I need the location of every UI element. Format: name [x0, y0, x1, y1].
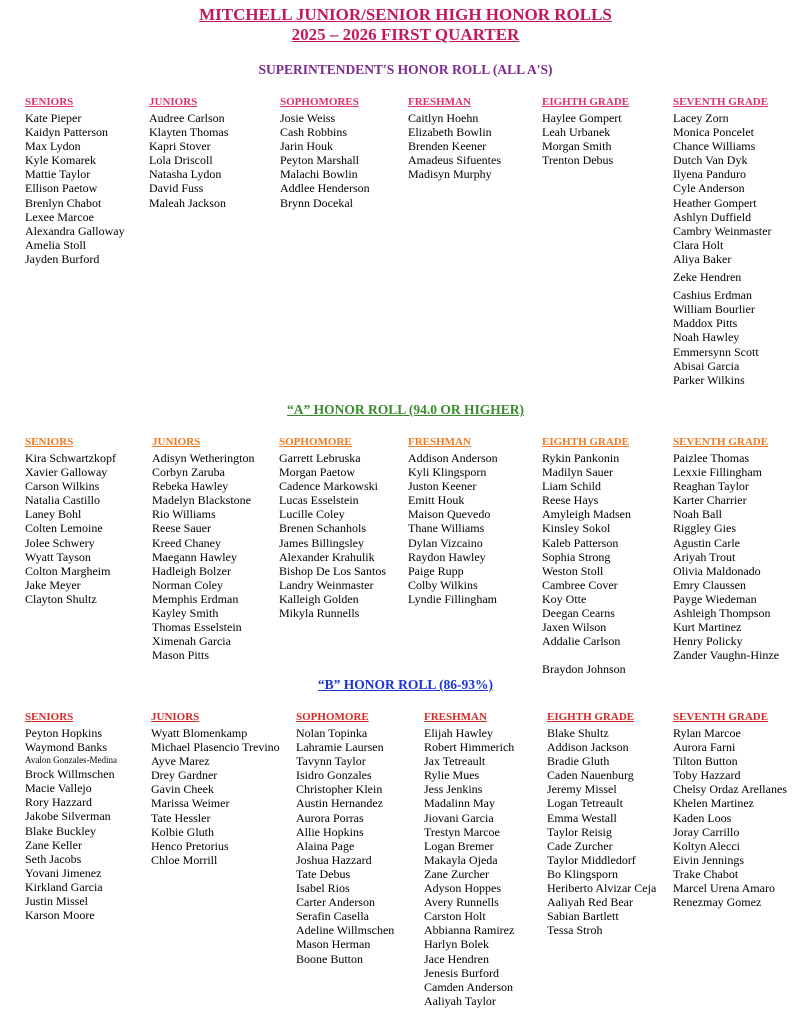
student-name: Logan Tetreault: [547, 796, 623, 811]
column-heading: JUNIORS: [151, 711, 200, 723]
student-name: Maddox Pitts: [673, 316, 738, 331]
student-name: Kalleigh Golden: [279, 591, 359, 606]
student-name: Morgan Smith: [542, 139, 612, 154]
student-name: Maegann Hawley: [152, 549, 237, 564]
student-name: Tate Debus: [296, 866, 351, 881]
student-name: Elizabeth Bowlin: [408, 125, 492, 140]
student-name: Chance Williams: [673, 139, 756, 154]
student-name: Emitt Houk: [408, 493, 465, 508]
student-name: Kate Pieper: [25, 111, 82, 125]
name-list: [25, 451, 116, 606]
student-name: Gavin Cheek: [151, 782, 214, 797]
student-name: Jiovani Garcia: [424, 810, 494, 825]
student-name: Cade Zurcher: [547, 838, 613, 853]
student-name: Aaliyah Taylor: [424, 993, 496, 1008]
student-name: Ellison Paetow: [25, 181, 98, 196]
student-name: Emmersynn Scott: [673, 344, 759, 359]
student-name: Allie Hopkins: [296, 824, 364, 839]
student-name: Heather Gompert: [673, 195, 757, 210]
column-heading: JUNIORS: [149, 96, 198, 108]
student-name: Isabel Rios: [296, 881, 350, 896]
student-name: Braydon Johnson: [542, 662, 626, 677]
column-heading: SEVENTH GRADE: [673, 436, 769, 448]
student-name: Landry Weinmaster: [279, 577, 374, 592]
student-name: Camden Anderson: [424, 979, 513, 994]
student-name: Mason Herman: [296, 937, 371, 952]
column-heading: EIGHTH GRADE: [542, 436, 630, 448]
student-name: Cambry Weinmaster: [673, 223, 772, 238]
column-heading: SENIORS: [25, 96, 74, 108]
student-name: Waymond Banks: [25, 740, 108, 755]
student-name: Aliya Baker: [673, 251, 732, 266]
name-list: [25, 726, 117, 922]
student-name: Rebeka Hawley: [152, 479, 229, 494]
student-name: Thomas Esselstein: [152, 620, 242, 635]
student-name: Peyton Hopkins: [25, 726, 103, 740]
student-name: Clayton Shultz: [25, 591, 97, 606]
name-list: [151, 726, 280, 867]
student-name: Abisai Garcia: [673, 358, 740, 373]
student-name: Alexandra Galloway: [25, 223, 125, 238]
student-name: Blake Shultz: [547, 726, 609, 740]
student-name: Wyatt Tayson: [25, 549, 91, 564]
student-name: Madilyn Sauer: [542, 465, 613, 480]
student-name: Adyson Hoppes: [424, 881, 501, 896]
student-name: Nolan Topinka: [296, 726, 368, 740]
a-roll-column: [25, 436, 116, 606]
student-name: Henry Policky: [673, 634, 743, 649]
name-list: [25, 111, 125, 266]
student-name: Rory Hazzard: [25, 795, 92, 810]
student-name: Tessa Stroh: [547, 923, 603, 938]
student-name: Thane Williams: [408, 521, 485, 536]
student-name: Addlee Henderson: [280, 181, 370, 196]
student-name: Aurora Porras: [296, 810, 364, 825]
student-name: Jarin Houk: [280, 139, 333, 154]
student-name: Morgan Paetow: [279, 465, 356, 480]
column-heading: JUNIORS: [152, 436, 201, 448]
student-name: Adeline Willmschen: [296, 923, 395, 938]
a-roll-column: [542, 436, 631, 676]
student-name: Ashleigh Thompson: [673, 606, 771, 621]
student-name: Tavynn Taylor: [296, 754, 366, 769]
student-name: Amadeus Sifuentes: [408, 153, 501, 168]
student-name: Lexee Marcoe: [25, 209, 94, 224]
student-name: Caden Nauenburg: [547, 768, 634, 783]
student-name: Michael Plasencio Trevino: [151, 740, 280, 755]
student-name: Cash Robbins: [280, 125, 348, 140]
student-name: Wyatt Blomenkamp: [151, 726, 248, 740]
name-list: [424, 726, 514, 1008]
name-list: [280, 111, 370, 210]
student-name: Memphis Erdman: [152, 591, 239, 606]
student-name: Bradie Gluth: [547, 754, 610, 769]
student-name: Audree Carlson: [149, 111, 225, 125]
student-name: Taylor Middledorf: [547, 852, 636, 867]
student-name: David Fuss: [149, 181, 204, 196]
student-name: Colton Margheim: [25, 563, 111, 578]
student-name: Brenen Schanhols: [279, 521, 366, 536]
b-roll-column: [25, 711, 117, 922]
student-name: Seth Jacobs: [25, 851, 82, 866]
student-name: William Bourlier: [673, 302, 755, 317]
student-name: Maison Quevedo: [408, 507, 491, 522]
student-name: Chelsy Ordaz Arellanes: [673, 782, 787, 797]
student-name: Karter Charrier: [673, 493, 747, 508]
student-name: Josie Weiss: [280, 111, 336, 125]
student-name: Kolbie Gluth: [151, 824, 214, 839]
column-heading: SOPHOMORE: [279, 436, 352, 448]
student-name: Jayden Burford: [25, 251, 100, 266]
student-name: Parker Wilkins: [673, 372, 745, 387]
student-name: Laney Bohl: [25, 507, 82, 522]
student-name: Carter Anderson: [296, 895, 375, 910]
name-list: [673, 111, 771, 387]
student-name: Raydon Hawley: [408, 549, 486, 564]
student-name: James Billingsley: [279, 535, 364, 550]
student-name: Kira Schwartzkopf: [25, 451, 116, 465]
student-name: Clara Holt: [673, 237, 724, 252]
name-list: [673, 451, 779, 662]
student-name: Hadleigh Bolzer: [152, 563, 231, 578]
student-name: Zane Keller: [25, 837, 82, 852]
column-heading: SEVENTH GRADE: [673, 711, 769, 723]
student-name: Lucas Esselstein: [279, 493, 359, 508]
column-heading: SENIORS: [25, 711, 74, 723]
student-name: Jolee Schwery: [25, 535, 95, 550]
a-roll-column: [673, 436, 779, 662]
name-list: [152, 451, 254, 662]
name-list: [408, 451, 498, 606]
student-name: Ayve Marez: [151, 754, 210, 769]
student-name: Tate Hessler: [151, 810, 211, 825]
student-name: Zeke Hendren: [673, 270, 742, 285]
student-name: Karson Moore: [25, 908, 95, 923]
student-name: Addison Anderson: [408, 451, 498, 465]
student-name: Kaden Loos: [673, 810, 732, 825]
student-name: Amyleigh Madsen: [542, 507, 631, 522]
student-name: Jeremy Missel: [547, 782, 617, 797]
student-name: Justin Missel: [25, 894, 89, 909]
a-roll-title: “A” HONOR ROLL (94.0 OR HIGHER): [286, 402, 524, 417]
student-name: Xavier Galloway: [25, 465, 108, 480]
student-name: Jaxen Wilson: [542, 620, 607, 635]
b-roll-column: [151, 711, 280, 867]
student-name: Paizlee Thomas: [673, 451, 750, 465]
student-name: Bishop De Los Santos: [279, 563, 387, 578]
student-name: Mason Pitts: [152, 648, 210, 663]
student-name: Maleah Jackson: [149, 195, 226, 210]
student-name: Ariyah Trout: [673, 549, 736, 564]
student-name: Peyton Marshall: [280, 153, 359, 168]
student-name: Weston Stoll: [542, 563, 604, 578]
student-name: Sabian Bartlett: [547, 909, 619, 924]
student-name: Madalinn May: [424, 796, 495, 811]
column-heading: FRESHMAN: [408, 436, 471, 448]
student-name: Zander Vaughn-Hinze: [673, 648, 780, 663]
student-name: Elijah Hawley: [424, 726, 493, 740]
student-name: Kurt Martinez: [673, 620, 742, 635]
student-name: Emma Westall: [547, 810, 617, 825]
student-name: Harlyn Bolek: [424, 937, 489, 952]
name-list: [149, 111, 228, 210]
student-name: Dutch Van Dyk: [673, 153, 748, 168]
superintendent-column: [25, 96, 125, 266]
student-name: Taylor Reisig: [547, 824, 612, 839]
student-name: Drey Gardner: [151, 768, 218, 783]
student-name: Avery Runnells: [424, 895, 499, 910]
student-name: Rylie Mues: [424, 768, 480, 783]
b-roll-column: [424, 711, 514, 1008]
b-roll-column: [296, 711, 394, 966]
student-name: Kapri Stover: [149, 139, 211, 154]
student-name: Lola Driscoll: [149, 153, 213, 168]
superintendent-column: [408, 96, 501, 181]
student-name: Carson Wilkins: [25, 479, 100, 494]
student-name: Abbianna Ramirez: [424, 923, 515, 938]
student-name: Paige Rupp: [408, 563, 464, 578]
student-name: Deegan Cearns: [542, 606, 615, 621]
page-subtitle: 2025 – 2026 FIRST QUARTER: [291, 25, 520, 44]
column-heading: SEVENTH GRADE: [673, 96, 769, 108]
student-name: Haylee Gompert: [542, 111, 622, 125]
student-name: Kinsley Sokol: [542, 521, 611, 536]
student-name: Kyle Komarek: [25, 153, 96, 168]
student-name: Mattie Taylor: [25, 167, 91, 182]
student-name: Corbyn Zaruba: [152, 465, 225, 480]
student-name: Mikyla Runnells: [279, 606, 360, 621]
student-name: Austin Hernandez: [296, 796, 383, 811]
student-name: Carston Holt: [424, 909, 486, 924]
student-name: Addalie Carlson: [542, 634, 621, 649]
b-roll-column: [547, 711, 656, 937]
a-roll-column: [152, 436, 254, 662]
student-name: Olivia Maldonado: [673, 563, 761, 578]
student-name: Avalon Gonzales-Medina: [25, 755, 118, 766]
student-name: Noah Ball: [673, 507, 722, 522]
student-name: Serafin Casella: [296, 909, 369, 924]
student-name: Juston Keener: [408, 479, 477, 494]
student-name: Dylan Vizcaino: [408, 535, 483, 550]
student-name: Henco Pretorius: [151, 838, 229, 853]
student-name: Adisyn Wetherington: [152, 451, 255, 465]
column-heading: FRESHMAN: [408, 96, 471, 108]
student-name: Sophia Strong: [542, 549, 611, 564]
student-name: Ximenah Garcia: [152, 634, 231, 649]
superintendent-column: [673, 96, 771, 387]
b-roll-title: “B” HONOR ROLL (86-93%): [317, 677, 494, 692]
page-title: MITCHELL JUNIOR/SENIOR HIGH HONOR ROLLS: [199, 5, 612, 24]
student-name: Bo Klingsporn: [547, 866, 619, 881]
column-heading: SOPHOMORES: [280, 96, 359, 108]
student-name: Robert Himmerich: [424, 740, 515, 755]
student-name: Jax Tetreault: [424, 754, 486, 769]
student-name: Marissa Weimer: [151, 796, 230, 811]
column-heading: EIGHTH GRADE: [542, 96, 630, 108]
student-name: Lahramie Laursen: [296, 740, 384, 755]
student-name: Isidro Gonzales: [296, 768, 372, 783]
student-name: Noah Hawley: [673, 330, 740, 345]
column-heading: SENIORS: [25, 436, 74, 448]
student-name: Colby Wilkins: [408, 577, 478, 592]
student-name: Trenton Debus: [542, 153, 614, 168]
name-list: [279, 451, 386, 620]
student-name: Reese Hays: [542, 493, 599, 508]
student-name: Caitlyn Hoehn: [408, 111, 479, 125]
student-name: Marcel Urena Amaro: [673, 881, 775, 896]
student-name: Aurora Farni: [673, 740, 736, 755]
student-name: Brynn Docekal: [280, 195, 353, 210]
student-name: Alexander Krahulik: [279, 549, 375, 564]
student-name: Trake Chabot: [673, 866, 739, 881]
student-name: Max Lydon: [25, 139, 81, 154]
student-name: Brenden Keener: [408, 139, 487, 154]
student-name: Leah Urbanek: [542, 125, 611, 140]
student-name: Jenesis Burford: [424, 965, 499, 980]
student-name: Madisyn Murphy: [408, 167, 492, 182]
student-name: Koltyn Alecci: [673, 838, 740, 853]
student-name: Agustin Carle: [673, 535, 740, 550]
student-name: Blake Buckley: [25, 823, 96, 838]
student-name: Brock Willmschen: [25, 767, 115, 782]
student-name: Lexxie Fillingham: [673, 465, 762, 480]
student-name: Macie Vallejo: [25, 781, 92, 796]
student-name: Trestyn Marcoe: [424, 824, 500, 839]
student-name: Eivin Jennings: [673, 852, 744, 867]
student-name: Aaliyah Red Bear: [547, 895, 633, 910]
name-list: [296, 726, 394, 966]
student-name: Rylan Marcoe: [673, 726, 741, 740]
superintendent-column: [280, 96, 370, 210]
a-roll-column: [279, 436, 386, 620]
student-name: Norman Coley: [152, 577, 223, 592]
student-name: Cashius Erdman: [673, 288, 752, 303]
student-name: Addison Jackson: [547, 740, 629, 755]
student-name: Rio Williams: [152, 507, 216, 522]
name-list: [547, 726, 656, 937]
student-name: Jake Meyer: [25, 577, 81, 592]
student-name: Kyli Klingsporn: [408, 465, 487, 480]
student-name: Madelyn Blackstone: [152, 493, 251, 508]
student-name: Ashlyn Duffield: [673, 209, 752, 224]
student-name: Emry Claussen: [673, 577, 746, 592]
column-heading: FRESHMAN: [424, 711, 487, 723]
name-list: [542, 451, 631, 676]
student-name: Makayla Ojeda: [424, 852, 498, 867]
student-name: Joray Carrillo: [673, 824, 740, 839]
column-heading: EIGHTH GRADE: [547, 711, 635, 723]
student-name: Yovani Jimenez: [25, 865, 102, 880]
student-name: Reaghan Taylor: [673, 479, 749, 494]
student-name: Khelen Martinez: [673, 796, 754, 811]
name-list: [542, 111, 629, 167]
student-name: Natasha Lydon: [149, 167, 222, 182]
student-name: Rykin Pankonin: [542, 451, 620, 465]
name-list: [673, 726, 787, 909]
student-name: Payge Wiedeman: [673, 591, 757, 606]
column-heading: SOPHOMORE: [296, 711, 369, 723]
student-name: Monica Poncelet: [673, 125, 754, 140]
student-name: Lucille Coley: [279, 507, 345, 522]
student-name: Zane Zurcher: [424, 866, 489, 881]
student-name: Jess Jenkins: [424, 782, 483, 797]
student-name: Chloe Morrill: [151, 852, 218, 867]
student-name: Logan Bremer: [424, 838, 494, 853]
student-name: Cyle Anderson: [673, 181, 745, 196]
superintendent-roll-title: SUPERINTENDENT'S HONOR ROLL (ALL A'S): [258, 62, 553, 77]
student-name: Lacey Zorn: [673, 111, 729, 125]
student-name: Garrett Lebruska: [279, 451, 361, 465]
superintendent-column: [149, 96, 228, 210]
student-name: Amelia Stoll: [25, 237, 86, 252]
student-name: Renezmay Gomez: [673, 895, 762, 910]
student-name: Jace Hendren: [424, 951, 489, 966]
student-name: Liam Schild: [542, 479, 601, 494]
student-name: Christopher Klein: [296, 782, 383, 797]
student-name: Kaidyn Patterson: [25, 125, 108, 140]
student-name: Reese Sauer: [152, 521, 211, 536]
student-name: Kreed Chaney: [152, 535, 221, 550]
student-name: Riggley Gies: [673, 521, 736, 536]
name-list: [408, 111, 501, 181]
superintendent-column: [542, 96, 629, 167]
student-name: Klayten Thomas: [149, 125, 229, 140]
student-name: Lyndie Fillingham: [408, 591, 497, 606]
student-name: Alaina Page: [296, 838, 355, 853]
student-name: Tilton Button: [673, 754, 738, 769]
student-name: Colten Lemoine: [25, 521, 103, 536]
student-name: Heriberto Alvizar Ceja: [547, 881, 657, 896]
student-name: Boone Button: [296, 951, 364, 966]
student-name: Kaleb Patterson: [542, 535, 619, 550]
a-roll-column: [408, 436, 498, 606]
student-name: Kirkland Garcia: [25, 879, 103, 894]
student-name: Joshua Hazzard: [296, 852, 372, 867]
student-name: Koy Otte: [542, 591, 587, 606]
b-roll-column: [673, 711, 787, 909]
student-name: Jakobe Silverman: [25, 809, 111, 824]
student-name: Brenlyn Chabot: [25, 195, 102, 210]
student-name: Malachi Bowlin: [280, 167, 358, 182]
student-name: Cambree Cover: [542, 577, 618, 592]
student-name: Cadence Markowski: [279, 479, 378, 494]
student-name: Toby Hazzard: [673, 768, 741, 783]
student-name: Kayley Smith: [152, 606, 219, 621]
student-name: Natalia Castillo: [25, 493, 100, 508]
student-name: Ilyena Panduro: [673, 167, 746, 182]
